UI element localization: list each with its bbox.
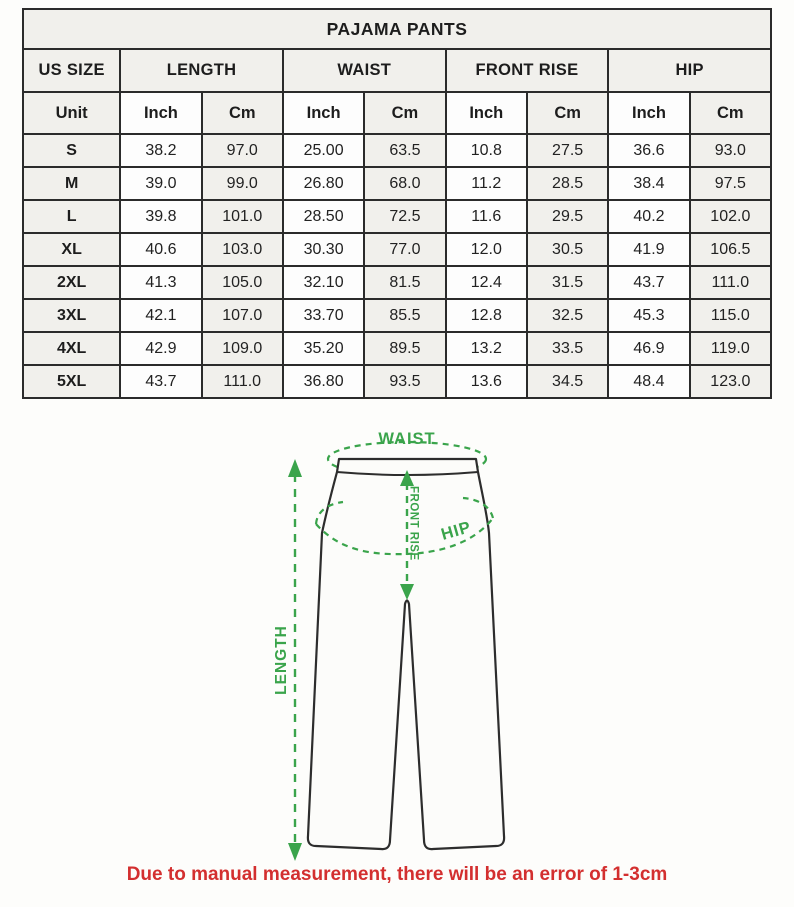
unit-header-inch: Inch [446, 92, 527, 134]
measurement-cell: 123.0 [690, 365, 771, 398]
measurement-cell: 11.2 [446, 167, 527, 200]
measurement-cell: 93.5 [364, 365, 445, 398]
measurement-cell: 13.6 [446, 365, 527, 398]
measurement-cell: 30.5 [527, 233, 608, 266]
measurement-cell: 63.5 [364, 134, 445, 167]
measurement-cell: 89.5 [364, 332, 445, 365]
size-chart-table [22, 8, 772, 399]
measurement-cell: 26.80 [283, 167, 364, 200]
measurement-cell: 99.0 [202, 167, 283, 200]
measurement-cell: 42.1 [120, 299, 201, 332]
measurement-cell: 39.0 [120, 167, 201, 200]
measurement-cell: 42.9 [120, 332, 201, 365]
measurement-cell: 109.0 [202, 332, 283, 365]
measurement-cell: 11.6 [446, 200, 527, 233]
measurement-cell: 43.7 [120, 365, 201, 398]
measurement-cell: 119.0 [690, 332, 771, 365]
measurement-cell: 32.10 [283, 266, 364, 299]
column-header-hip: HIP [608, 49, 771, 92]
measurement-cell: 81.5 [364, 266, 445, 299]
measurement-cell: 36.80 [283, 365, 364, 398]
measurement-cell: 13.2 [446, 332, 527, 365]
measurement-cell: 97.5 [690, 167, 771, 200]
table-unit-header-row [23, 92, 771, 134]
table-group-header-row [23, 49, 771, 92]
table-row [23, 299, 771, 332]
measurement-cell: 107.0 [202, 299, 283, 332]
column-header-length: LENGTH [120, 49, 283, 92]
unit-header-cm: Cm [202, 92, 283, 134]
measurement-cell: 41.3 [120, 266, 201, 299]
measurement-cell: 39.8 [120, 200, 201, 233]
measurement-cell: 97.0 [202, 134, 283, 167]
table-row [23, 233, 771, 266]
measurement-cell: 32.5 [527, 299, 608, 332]
size-label: 3XL [23, 299, 120, 332]
measurement-cell: 33.5 [527, 332, 608, 365]
column-header-front-rise: FRONT RISE [446, 49, 609, 92]
size-label: XL [23, 233, 120, 266]
measurement-cell: 36.6 [608, 134, 689, 167]
table-row [23, 200, 771, 233]
unit-header-inch: Inch [608, 92, 689, 134]
unit-header-cm: Cm [527, 92, 608, 134]
measurement-cell: 28.50 [283, 200, 364, 233]
arrow-down-icon [288, 843, 302, 861]
unit-header-inch: Inch [283, 92, 364, 134]
hip-label: HIP [439, 518, 474, 544]
measurement-cell: 93.0 [690, 134, 771, 167]
measurement-cell: 115.0 [690, 299, 771, 332]
measurement-cell: 38.2 [120, 134, 201, 167]
table-title: PAJAMA PANTS [23, 9, 771, 49]
measurement-cell: 38.4 [608, 167, 689, 200]
measurement-cell: 45.3 [608, 299, 689, 332]
table-row [23, 266, 771, 299]
measurement-cell: 27.5 [527, 134, 608, 167]
size-label: S [23, 134, 120, 167]
measurement-cell: 77.0 [364, 233, 445, 266]
measurement-cell: 105.0 [202, 266, 283, 299]
size-label: L [23, 200, 120, 233]
front-rise-label: FRONT RISE [407, 486, 420, 561]
size-label: M [23, 167, 120, 200]
measurement-cell: 106.5 [690, 233, 771, 266]
measurement-cell: 101.0 [202, 200, 283, 233]
measurement-error-note: Due to manual measurement, there will be an error of 1-3cm [126, 864, 668, 885]
column-header-us-size: US SIZE [23, 49, 120, 92]
measurement-cell: 72.5 [364, 200, 445, 233]
measurement-cell: 12.8 [446, 299, 527, 332]
size-table-body [23, 134, 771, 398]
measurement-cell: 30.30 [283, 233, 364, 266]
measurement-cell: 85.5 [364, 299, 445, 332]
unit-header: Unit [23, 92, 120, 134]
unit-header-cm: Cm [690, 92, 771, 134]
table-title-row [23, 9, 771, 49]
measurement-cell: 31.5 [527, 266, 608, 299]
measurement-cell: 34.5 [527, 365, 608, 398]
measurement-cell: 40.2 [608, 200, 689, 233]
table-row [23, 332, 771, 365]
length-arrow [288, 459, 302, 861]
measurement-cell: 25.00 [283, 134, 364, 167]
measurement-cell: 68.0 [364, 167, 445, 200]
size-label: 5XL [23, 365, 120, 398]
measurement-cell: 40.6 [120, 233, 201, 266]
column-header-waist: WAIST [283, 49, 446, 92]
unit-header-cm: Cm [364, 92, 445, 134]
table-row [23, 167, 771, 200]
measurement-cell: 35.20 [283, 332, 364, 365]
measurement-cell: 103.0 [202, 233, 283, 266]
measurement-cell: 48.4 [608, 365, 689, 398]
measurement-cell: 12.0 [446, 233, 527, 266]
measurement-cell: 102.0 [690, 200, 771, 233]
table-row [23, 365, 771, 398]
measurement-cell: 41.9 [608, 233, 689, 266]
arrow-up-icon [288, 459, 302, 477]
measurement-cell: 33.70 [283, 299, 364, 332]
measurement-cell: 28.5 [527, 167, 608, 200]
measurement-cell: 10.8 [446, 134, 527, 167]
measurement-cell: 46.9 [608, 332, 689, 365]
measurement-cell: 29.5 [527, 200, 608, 233]
size-label: 4XL [23, 332, 120, 365]
waist-label: WAIST [378, 430, 436, 448]
length-label: LENGTH [273, 625, 290, 695]
measurement-cell: 12.4 [446, 266, 527, 299]
measurement-cell: 111.0 [202, 365, 283, 398]
table-row [23, 134, 771, 167]
measurement-cell: 43.7 [608, 266, 689, 299]
pants-outline [308, 459, 504, 849]
measurement-cell: 111.0 [690, 266, 771, 299]
pants-measurement-diagram [0, 418, 794, 888]
unit-header-inch: Inch [120, 92, 201, 134]
size-label: 2XL [23, 266, 120, 299]
